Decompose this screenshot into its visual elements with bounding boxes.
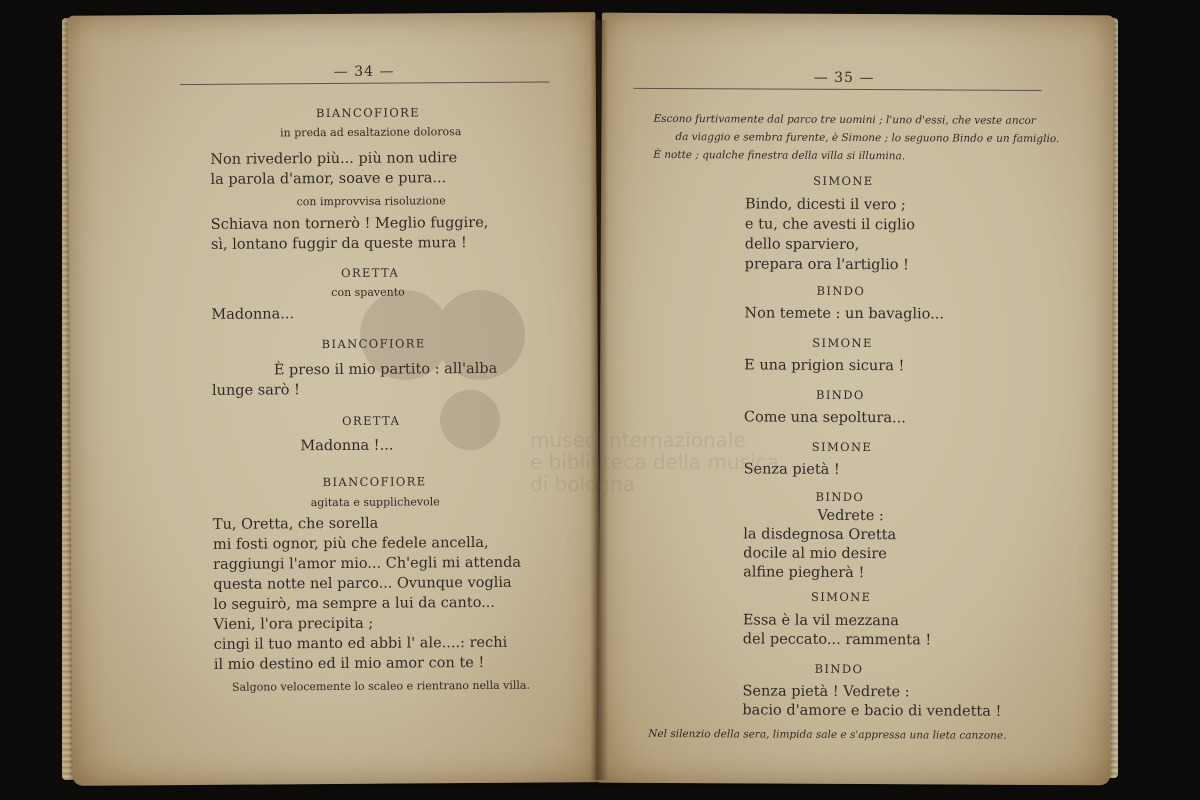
verse-line: del peccato... rammenta ! [742,631,932,649]
stage-direction: Salgono velocemente lo scaleo e rientrano nella villa. [231,678,531,694]
stage-direction: in preda ad esaltazione dolorosa [280,125,462,140]
verse-line: la parola d'amor, soave e pura... [210,170,447,188]
verse-line: Senza pietà ! Vedrete : [742,683,910,701]
verse-line: Essa è la vil mezzana [742,612,900,630]
stage-direction: con improvvisa risoluzione [296,194,446,209]
verse-line: prepara ora l'artiglio ! [744,256,909,274]
verse-line: il mio destino ed il mio amor con te ! [213,654,485,673]
verse-line: docile al mio desire [743,545,887,563]
verse-line: Tu, Oretta, che sorella [212,515,379,533]
speaker-label: BIANCOFIORE [321,336,426,352]
verse-line: È preso il mio partito : all'alba [273,360,498,379]
speaker-label: BIANCOFIORE [315,105,421,121]
stage-direction: Escono furtivamente dal parco tre uomini ; l'uno d'essi, che veste ancor [653,112,1036,127]
speaker-label: SIMONE [811,439,873,455]
verse-line: Madonna !... [300,437,394,455]
speaker-label: ORETTA [342,413,401,428]
verse-line: Non temete : un bavaglio... [744,305,945,323]
verse-line: questa notte nel parco... Ovunque voglia [213,574,512,593]
verse-line: alfine piegherà ! [743,564,865,582]
left-page [67,12,600,786]
speaker-label: SIMONE [810,589,872,605]
speaker-label: BINDO [814,661,864,677]
verse-line: la disdegnosa Oretta [743,526,897,544]
right-page [598,13,1114,786]
stage-direction: agitata e supplichevole [310,495,440,510]
book-gutter [590,20,608,780]
header-rule-right [634,88,1042,91]
verse-line: bacio d'amore e bacio di vendetta ! [742,702,1002,720]
speaker-label: SIMONE [812,335,873,351]
speaker-label: SIMONE [813,173,874,189]
speaker-label: BIANCOFIORE [322,474,427,490]
verse-line: Vedrete : [817,507,884,525]
verse-line: e tu, che avesti il ciglio [744,216,916,234]
speaker-label: BINDO [816,283,866,299]
verse-line: Madonna... [211,306,295,323]
verse-line: Vieni, l'ora precipita ; [213,615,374,633]
header-rule-left [180,81,550,85]
page-number-right: — 35 — [813,69,875,87]
speaker-label: BINDO [815,489,865,505]
verse-line: dello sparviero, [744,236,860,254]
verse-line: E una prigion sicura ! [744,357,905,375]
verse-line: Non rivederlo più... più non udire [210,150,458,168]
verse-line: lo seguirò, ma sempre a lui da canto... [213,594,496,613]
verse-line: Senza pietà ! [743,461,840,478]
verse-line: Come una sepoltura... [743,409,906,427]
verse-line: raggiungi l'amor mio... Ch'egli mi attenda [213,554,522,573]
verse-line: Bindo, dicesti il vero ; [744,196,906,214]
verse-line: cingi il tuo manto ed abbi l' ale....: rechi [213,634,508,653]
verse-line: sì, lontano fuggir da queste mura ! [210,235,467,253]
stage-direction: Nel silenzio della sera, limpida sale e s'appressa una lieta canzone. [648,727,1007,742]
speaker-label: ORETTA [341,265,400,280]
stage-direction: con spavento [331,285,405,300]
page-number-left: — 34 — [333,63,395,80]
speaker-label: BINDO [815,387,865,403]
stage-direction: È notte ; qualche finestra della villa si illumina. [653,148,906,163]
verse-line: Schiava non tornerò ! Meglio fuggire, [210,214,489,233]
verse-line: lunge sarò ! [211,382,300,399]
verse-line: mi fosti ognor, più che fedele ancella, [212,534,489,553]
stage-direction: da viaggio e sembra furente, è Simone ; lo seguono Bindo e un famiglio. [675,131,1060,146]
